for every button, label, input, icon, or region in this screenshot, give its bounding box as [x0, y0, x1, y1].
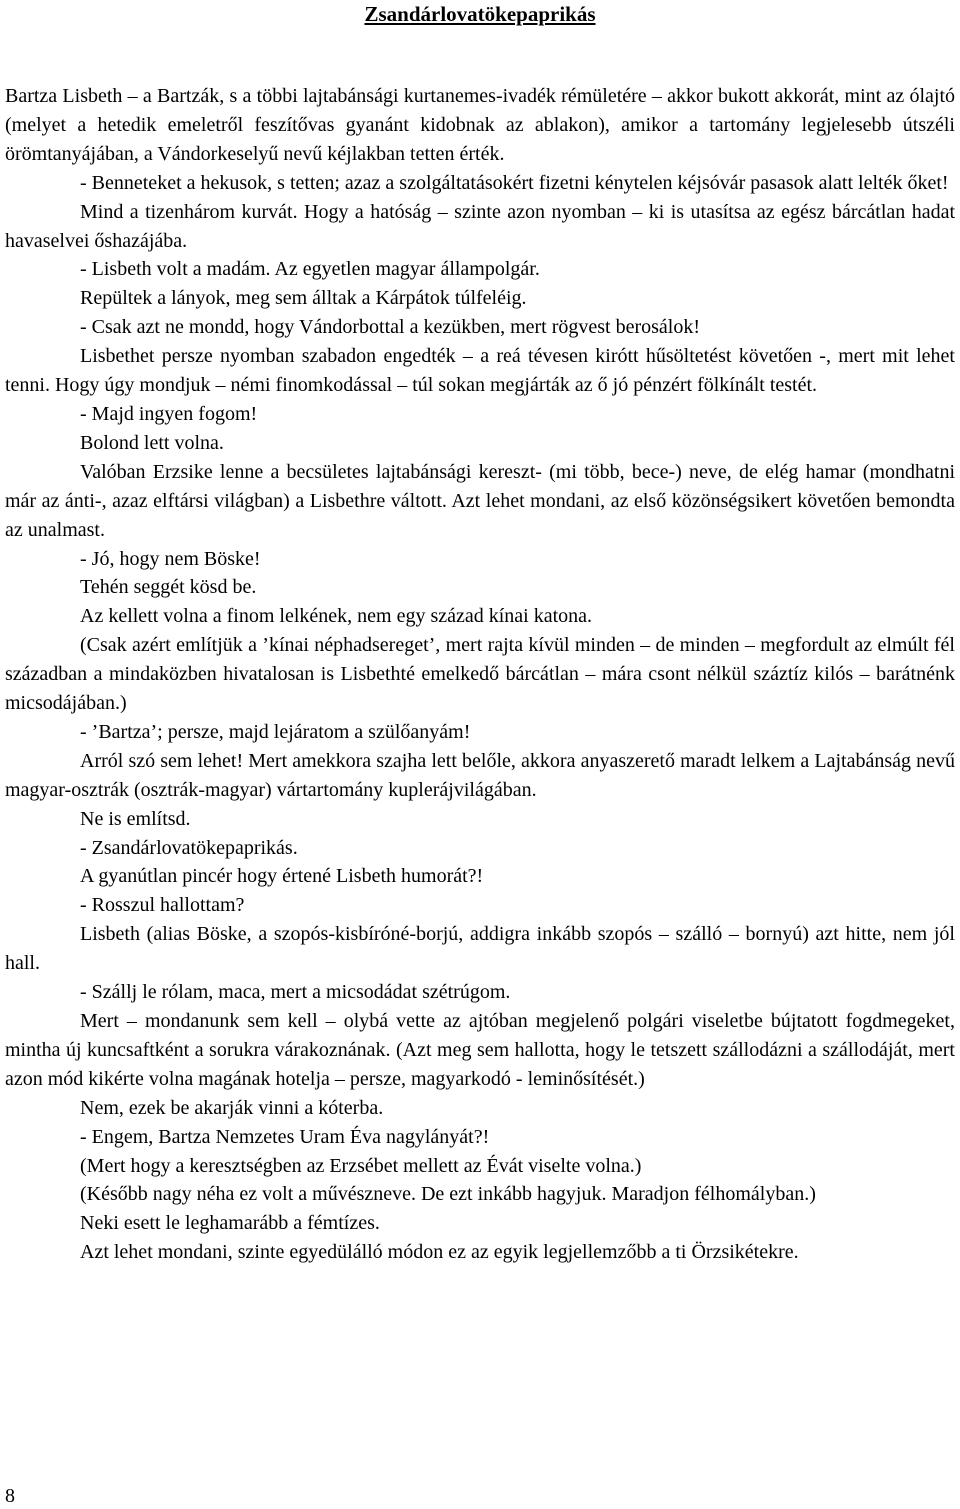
- paragraph: Az kellett volna a finom lelkének, nem egy század kínai katona.: [80, 605, 593, 628]
- page-number: 8: [5, 1485, 15, 1507]
- paragraph: Mind a tizenhárom kurvát. Hogy a hatóság – szinte azon nyomban – ki is utasítsa az egész bárcátlan hadat havaselvei őshazájába.: [5, 200, 955, 252]
- paragraph: - Csak azt ne mondd, hogy Vándorbottal a kezükben, mert rögvest berosálok!: [80, 316, 701, 339]
- paragraph: Repültek a lányok, meg sem álltak a Kárpátok túlfeléig.: [80, 287, 527, 310]
- paragraph: - Rosszul hallottam?: [80, 894, 245, 917]
- paragraph: Lisbethet persze nyomban szabadon engedték – a reá tévesen kirótt hűsöltetést követően -, mert mit lehet tenni. Hogy úgy mondjuk – némi finomkodással – túl sokan megjárták az ő jó pénzért fölkínált testét.: [5, 345, 955, 397]
- paragraph: - Szállj le rólam, maca, mert a micsodádat szétrúgom.: [80, 981, 511, 1004]
- paragraph: Bolond lett volna.: [80, 431, 224, 454]
- paragraph: - Majd ingyen fogom!: [80, 402, 258, 425]
- paragraph: Nem, ezek be akarják vinni a kóterba.: [80, 1096, 384, 1119]
- paragraph: (Később nagy néha ez volt a művészneve. De ezt inkább hagyjuk. Maradjon félhomályban.): [80, 1183, 816, 1206]
- paragraph: - Engem, Bartza Nemzetes Uram Éva nagylányát?!: [80, 1125, 490, 1148]
- paragraph: Lisbeth (alias Böske, a szopós-kisbíróné-borjú, addigra inkább szopós – szálló – bornyú) azt hitte, nem jól hall.: [5, 923, 955, 975]
- document-title: Zsandárlovatökepaprikás: [364, 2, 596, 26]
- document-body: [5, 82, 955, 1267]
- paragraph: Azt lehet mondani, szinte egyedülálló módon ez az egyik legjellemzőbb a ti Örzsikétekre.: [80, 1241, 799, 1264]
- paragraph: Tehén seggét kösd be.: [80, 576, 257, 599]
- paragraph: - Zsandárlovatökepaprikás.: [80, 836, 298, 859]
- paragraph: Mert – mondanunk sem kell – olybá vette az ajtóban megjelenő polgári viseletbe bújtatott fogdmegeket, mintha új kuncsaftként a sorukra várakoznának. (Azt meg sem hallotta, hogy le tetszett szállodázni a szállodáját, mert azon mód kikérte volna magának hotelja – persze, magyarkodó - leminősítését.): [5, 1010, 955, 1090]
- paragraph: - Jó, hogy nem Böske!: [80, 547, 261, 570]
- paragraph: Neki esett le leghamarább a fémtízes.: [80, 1212, 380, 1235]
- paragraph: - ’Bartza’; persze, majd lejáratom a szülőanyám!: [80, 720, 471, 743]
- paragraph: (Mert hogy a keresztségben az Erzsébet mellett az Évát viselte volna.): [80, 1154, 642, 1177]
- paragraph: - Lisbeth volt a madám. Az egyetlen magyar állampolgár.: [80, 258, 540, 281]
- paragraph: (Csak azért említjük a ’kínai néphadsereget’, mert rajta kívül minden – de minden – megfordult az elmúlt fél században a mindaközben hivatalosan is Lisbethté emelkedő bárcátlan – mára csont nélkül száztíz kilós – barátnénk micsodájában.): [5, 634, 955, 715]
- paragraph: - Benneteket a hekusok, s tetten; azaz a szolgáltatásokért fizetni kénytelen kéjsóvár pasasok alatt lelték őket!: [80, 171, 949, 194]
- paragraph: Arról szó sem lehet! Mert amekkora szajha lett belőle, akkora anyaszerető maradt lelkem a Lajtabánság nevű magyar-osztrák (osztrák-magyar) vártartomány kuplerájvilágában.: [5, 749, 955, 801]
- paragraph: Ne is említsd.: [80, 807, 191, 830]
- paragraph: Valóban Erzsike lenne a becsületes lajtabánsági kereszt- (mi több, bece-) neve, de elég hamar (mondhatni már az ánti-, azaz elftársi világban) a Lisbethre váltott. Azt lehet mondani, az első közönségsikert követően bemondta az unalmast.: [5, 460, 955, 541]
- paragraph: A gyanútlan pincér hogy értené Lisbeth humorát?!: [80, 865, 484, 888]
- paragraph: Bartza Lisbeth – a Bartzák, s a többi lajtabánsági kurtanemes-ivadék rémületére – akkor bukott akkorát, mint az ólajtó (melyet a hetedik emeletről feszítővas gyanánt kidobnak az ablakon), amikor a tartomány legjelesebb útszéli örömtanyájában, a Vándorkeselyű nevű kéjlakban tetten érték.: [5, 85, 955, 165]
